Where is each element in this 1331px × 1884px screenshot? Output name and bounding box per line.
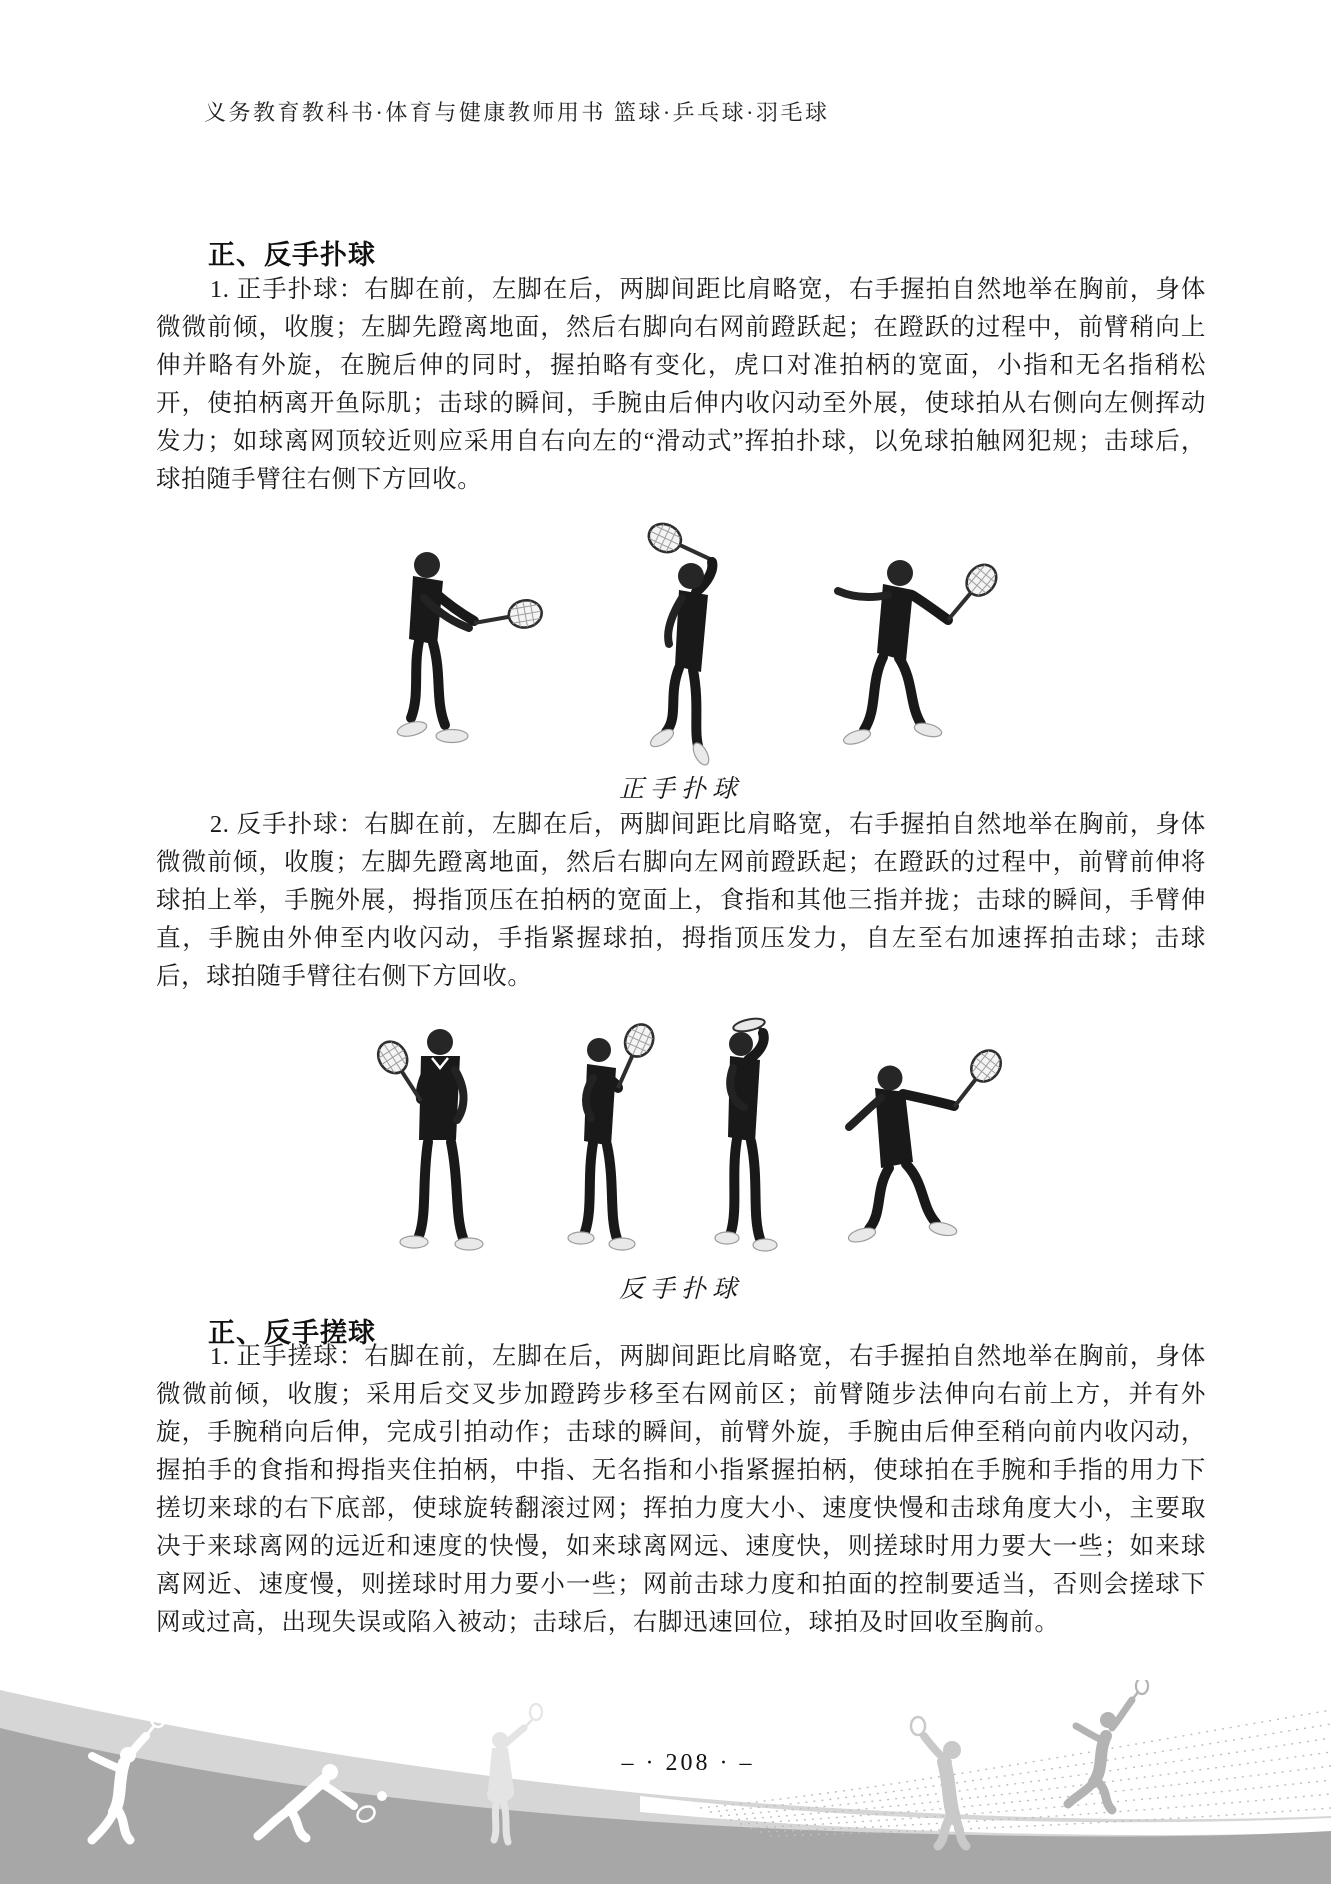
section-heading-net-kill: 正、反手扑球: [208, 240, 376, 271]
player-photo-forehand-jump: [638, 520, 734, 760]
racket-icon: [644, 519, 717, 572]
figure-caption-backhand-net-kill: 反手扑球: [618, 1276, 743, 1303]
paragraph-forehand-net-drop: 1. 正手搓球：右脚在前，左脚在后，两脚间距比肩略宽，右手握拍自然地举在胸前，身体微微前倾，收腹；采用后交叉步加蹬跨步移至右网前区；前臂随步法伸向右前上方，并有外旋，手腕稍向后伸，完成引拍动作；击球的瞬间，前臂外旋，手腕由后伸至稍向前内收闪动，握拍手的食指和拇指夹住拍柄，中指、无名指和小指紧握拍柄，使球拍在手腕和手指的用力下搓切来球的右下底部，使球旋转翻滚过网；挥拍力度大小、速度快慢和击球角度大小，主要取决于来球离网的远近和速度的快慢，如来球离网远、速度快，则搓球时用力要大一些；如来球离网近、速度慢，则搓球时用力要小一些；网前击球力度和拍面的控制要适当，否则会搓球下网或过高，出现失误或陷入被动；击球后，右脚迅速回位，球拍及时回收至胸前。: [156, 1343, 1206, 1636]
page-number: – · 208 · –: [621, 1750, 755, 1776]
player-photo-backhand-jump: [715, 1018, 807, 1256]
player-photo-forehand-ready: [390, 548, 548, 744]
paragraph-forehand-net-kill: 1. 正手扑球：右脚在前，左脚在后，两脚间距比肩略宽，右手握拍自然地举在胸前，身体微微前倾，收腹；左脚先蹬离地面，然后右脚向右网前蹬跃起；在蹬跃的过程中，前臂稍向上伸并略有外旋，在腕后伸的同时，握拍略有变化，虎口对准拍柄的宽面，小指和无名指稍松开，使拍柄离开鱼际肌；击球的瞬间，手腕由后伸内收闪动至外展，使球拍从右侧向左侧挥动发力；如球离网顶较近则应采用自右向左的“滑动式”挥拍扑球，以免球拍触网犯规；击球后，球拍随手臂往右侧下方回收。: [156, 276, 1206, 493]
player-photo-backhand-hit: [840, 1030, 1030, 1256]
footer-artwork: [0, 1680, 1331, 1884]
running-head: 义务教育教科书·体育与健康教师用书 篮球·乒乓球·羽毛球: [204, 100, 830, 125]
player-photo-backhand-ready: [370, 1018, 505, 1244]
player-photo-forehand-hit: [820, 540, 1025, 752]
paragraph-backhand-net-kill: 2. 反手扑球：右脚在前，左脚在后，两脚间距比肩略宽，右手握拍自然地举在胸前，身体微微前倾，收腹；左脚先蹬离地面，然后右脚向左网前蹬跃起；在蹬跃的过程中，前臂前伸将球拍上举，手腕外展，拇指顶压在拍柄的宽面上，食指和其他三指并拢；击球的瞬间，手臂伸直，手腕由外伸至内收闪动，手指紧握球拍，拇指顶压发力，自左至右加速挥拍击球；击球后，球拍随手臂往右侧下方回收。: [156, 811, 1206, 990]
figure-caption-forehand-net-kill: 正手扑球: [618, 776, 743, 803]
racket-icon: [472, 598, 544, 636]
smash-jumper-silhouette-far-right: [1068, 1680, 1148, 1810]
racket-icon: [938, 559, 1003, 629]
section-heading-net-drop: 正、反手搓球: [208, 1318, 376, 1349]
player-photo-backhand-raise: [560, 1022, 672, 1250]
